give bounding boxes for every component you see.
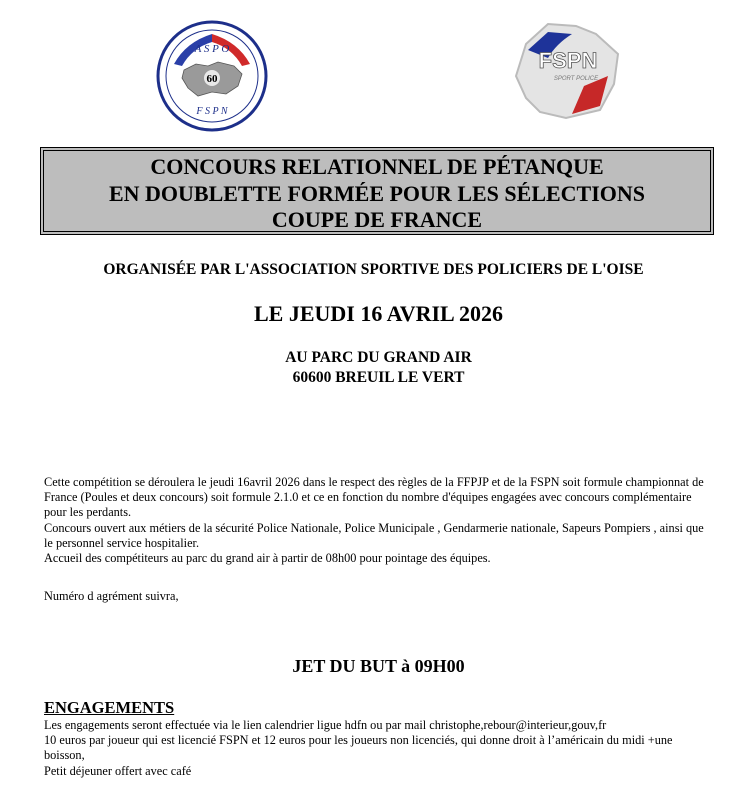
engagements-line: Petit déjeuner offert avec café: [44, 763, 192, 778]
title-line-1: CONCOURS RELATIONNEL DE PÉTANQUE: [150, 154, 604, 179]
event-date: LE JEUDI 16 AVRIL 2026: [254, 301, 503, 326]
organizer-line: ORGANISÉE PAR L'ASSOCIATION SPORTIVE DES POLICIERS DE L'OISE: [103, 261, 644, 278]
fspn-tagline: SPORT POLICE: [553, 76, 599, 82]
title-box: [40, 147, 714, 235]
description-block: [44, 475, 704, 566]
jet-du-but: JET DU BUT à 09H00: [292, 656, 465, 676]
aspo-bottom-text: F S P N: [196, 106, 228, 117]
venue-address: 60600 BREUIL LE VERT: [292, 369, 465, 386]
description-paragraph: Accueil des compétiteurs au parc du grand air à partir de 08h00 pour pointage des équipes.: [44, 551, 491, 566]
venue-name: AU PARC DU GRAND AIR: [285, 349, 472, 366]
aspo-top-text: A S P O: [194, 43, 230, 55]
engagements-line: 10 euros par joueur qui est licencié FSPN et 12 euros pour les joueurs non licenciés, qui donne droit à l’américain du midi +une boisson,: [44, 733, 673, 763]
engagements-heading: ENGAGEMENTS: [44, 698, 175, 717]
aspo-logo: [156, 20, 268, 132]
approval-note: Numéro d agrément suivra,: [44, 589, 179, 603]
engagements-block: [44, 718, 704, 779]
aspo-number: 60: [206, 73, 218, 85]
title-line-2: EN DOUBLETTE FORMÉE POUR LES SÉLECTIONS: [108, 181, 646, 206]
fspn-name: FSPN: [538, 48, 598, 73]
fspn-logo: [496, 14, 636, 124]
title-line-3: COUPE DE FRANCE: [271, 207, 483, 232]
engagements-line: Les engagements seront effectuée via le lien calendrier ligue hdfn ou par mail christophe,rebour@interieur,gouv,fr: [44, 718, 607, 732]
description-paragraph: Concours ouvert aux métiers de la sécurité Police Nationale, Police Municipale , Gendarmerie nationale, Sapeurs Pompiers , ainsi que le personnel service hospitalier.: [44, 520, 704, 550]
description-paragraph: Cette compétition se déroulera le jeudi 16avril 2026 dans le respect des règles de la FFPJP et de la FSPN soit formule championnat de France (Poules et deux concours) soit formule 2.1.0 et ce en fonction du nombre d'équipes engagées avec concours complémentaire pour les perdants.: [44, 475, 704, 520]
